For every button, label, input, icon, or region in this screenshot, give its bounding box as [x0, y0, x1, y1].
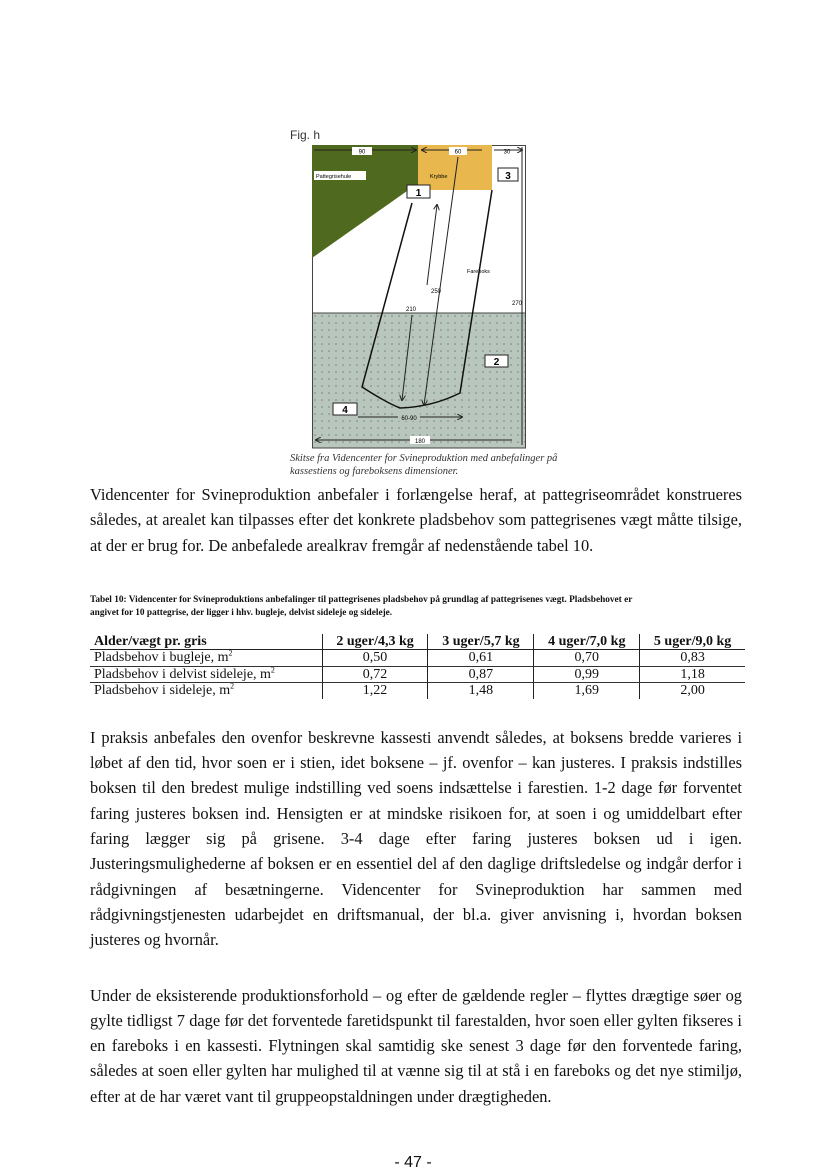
- cell: 1,69: [534, 683, 640, 699]
- row-label: Pladsbehov i sideleje, m: [94, 683, 231, 699]
- dim-60-90: 60-90: [401, 416, 417, 422]
- unit-superscript: 2: [228, 648, 233, 658]
- page-number: - 47 -: [394, 1154, 432, 1172]
- slatted-floor-area: [313, 313, 526, 448]
- dim-250: 250: [431, 289, 442, 295]
- body-text-flow: [90, 482, 745, 1173]
- figure-label: Fig. h: [290, 128, 321, 142]
- table-row: [90, 666, 745, 683]
- cell: 1,18: [640, 666, 745, 683]
- dim-90: 90: [358, 149, 366, 156]
- cell: 0,72: [322, 666, 428, 683]
- cell: 0,87: [428, 666, 534, 683]
- paragraph-1: Videncenter for Svineproduktion anbefaler i forlængelse heraf, at pattegriseområdet konstrueres således, at arealet kan tilpasses efter det konkrete pladsbehov som pattegrisenes vægt måtte tilsige, at der er brug for. De anbefalede arealkrav fremgår af nedenstående tabel 10.: [90, 485, 742, 555]
- paragraph-3: Under de eksisterende produktionsforhold – og efter de gældende regler – flyttes drægtige søer og gylte tidligst 7 dage før det forventede faretidspunkt til farestalden, hvor soen eller gylten fikseres i en fareboks i en kassesti. Flytningen skal samtidig ske senest 3 dage før den forventede faring, således at soen eller gylten har mulighed til at vænne sig til at stå i en fareboks og det nye stimiljø, efter at de har været vant til gruppeopstaldningen under drægtigheden.: [90, 985, 742, 1106]
- header-cell: 2 uger/4,3 kg: [322, 634, 428, 650]
- dim-270: 270: [512, 301, 523, 307]
- dim-180: 180: [414, 439, 426, 445]
- cell: 0,61: [428, 650, 534, 667]
- row-label: Pladsbehov i delvist sideleje, m: [94, 666, 271, 682]
- figure-caption: Skitse fra Videncenter for Svineproduktion med anbefalinger på kassestiens og fareboksens dimensioner.: [290, 453, 558, 477]
- label-krybbe: Krybbe: [430, 174, 448, 180]
- box-2: 2: [493, 357, 500, 368]
- cell: 2,00: [640, 683, 745, 699]
- cell: 1,22: [322, 683, 428, 699]
- dim-30: 30: [503, 149, 511, 156]
- table-row: [90, 683, 745, 699]
- label-fareboks: Fareboks: [467, 269, 490, 275]
- unit-superscript: 2: [230, 681, 235, 691]
- paragraph-2: I praksis anbefales den ovenfor beskrevne kassesti anvendt således, at boksens bredde varieres i løbet af den tid, hvor soen er i stien, idet boksene – jf. ovenfor – kan justeres. I praksis indstilles boksen til den bredest mulige indstilling ved soens indsættelse i farestien. 1-2 dage før forventet faring justeres boksen ind. Hensigten er at mindske risikoen for, at soen i og umiddelbart efter faring lægger sig på grisene. 3-4 dage efter faring justeres boksen ud i igen. Justeringsmulighederne af boksen er en essentiel del af den daglige driftsledelse og indgår derfor i rådgivningen af besætningerne. Videncenter for Svineproduktion har sammen med rådgivningstjenesten udarbejdet en driftsmanual, der bl.a. giver anvisning i, hvordan boksen justeres og hvornår.: [90, 727, 742, 950]
- cell: 0,83: [640, 650, 745, 667]
- unit-superscript: 2: [270, 665, 275, 675]
- space-requirement-table: [90, 634, 745, 699]
- dim-210: 210: [406, 307, 417, 313]
- table-header-row: [90, 634, 745, 650]
- header-cell: 3 uger/5,7 kg: [428, 634, 534, 650]
- header-cell: Alder/vægt pr. gris: [90, 634, 322, 650]
- dim-60: 60: [454, 149, 462, 156]
- table-caption: Tabel 10: Videncenter for Svineproduktions anbefalinger til pattegrisenes pladsbehov på grundlag af pattegrisenes vægt. Pladsbehovet er angivet for 10 pattegrise, der ligger i hhv. bugleje, delvist sideleje og sideleje.: [90, 594, 633, 618]
- header-cell: 4 uger/7,0 kg: [534, 634, 640, 650]
- label-pattegrisehule: Pattegrisehule: [316, 174, 352, 180]
- table-row: [90, 650, 745, 667]
- row-label: Pladsbehov i bugleje, m: [94, 650, 229, 666]
- cell: 0,70: [534, 650, 640, 667]
- header-cell: 5 uger/9,0 kg: [640, 634, 745, 650]
- box-4: 4: [342, 405, 348, 416]
- box-3: 3: [505, 171, 511, 182]
- farrowing-pen-diagram: [312, 145, 528, 450]
- cell: 0,50: [322, 650, 428, 667]
- box-1: 1: [415, 188, 422, 199]
- cell: 0,99: [534, 666, 640, 683]
- cell: 1,48: [428, 683, 534, 699]
